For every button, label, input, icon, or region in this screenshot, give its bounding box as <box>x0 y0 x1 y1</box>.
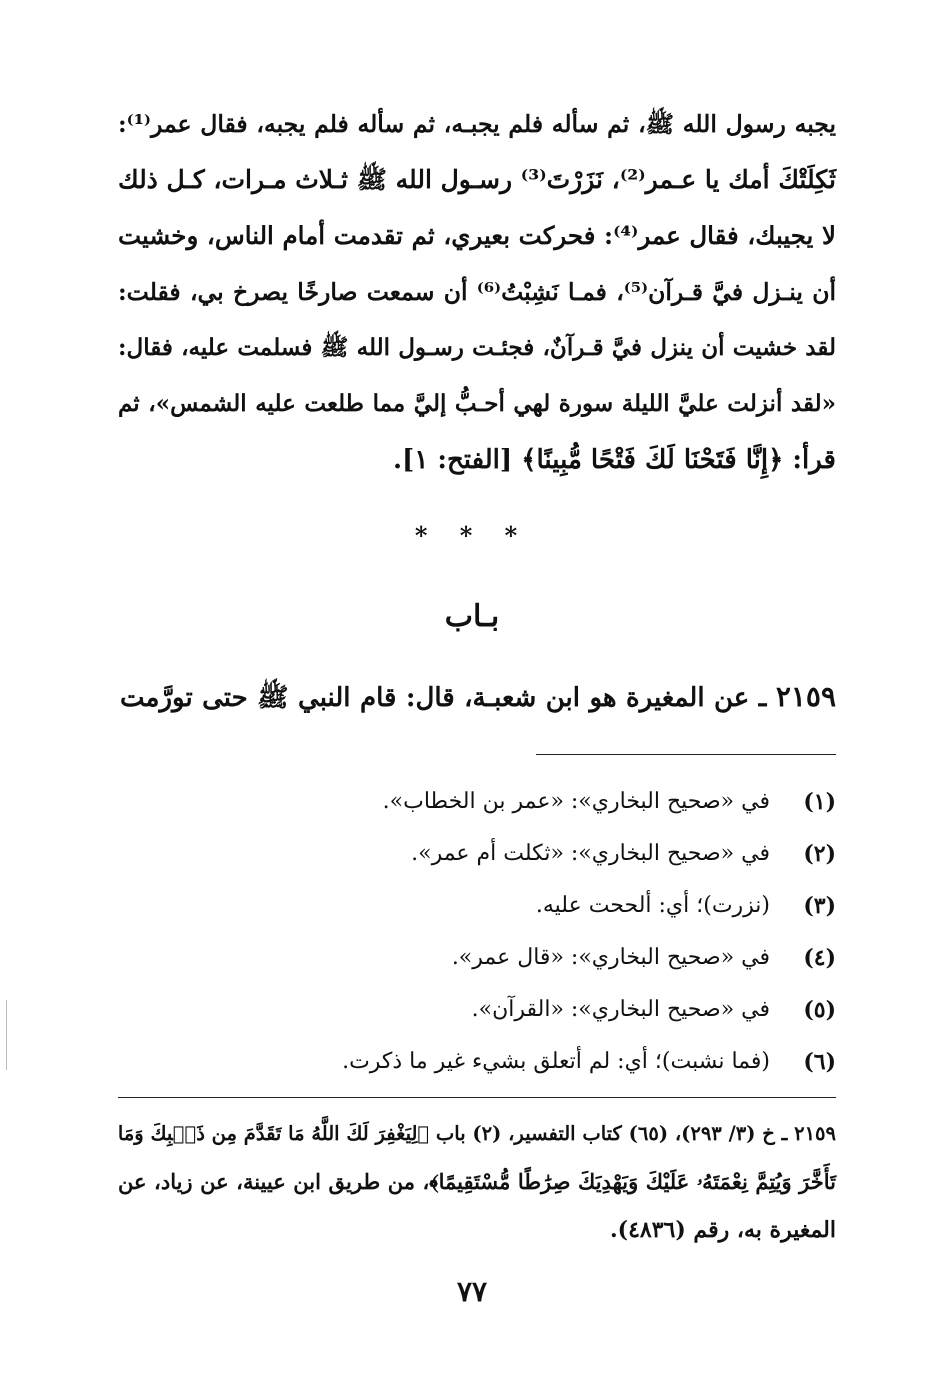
text-line: ثَكِلَتْكَ أمك يا عـمر⁽²⁾، نَزَرْتَ⁽³⁾ رسـول الله ﷺ ثـلاث مـرات، كـل ذلك <box>118 165 836 194</box>
takhrij-divider <box>118 1097 836 1098</box>
footnote-number: (٤) <box>803 945 836 971</box>
footnotes-list <box>118 776 836 1088</box>
footnote-item <box>118 984 836 1036</box>
takhrij-line: ٢١٥٩ ـ خ (٣/ ٢٩٣)، (٦٥) كتاب التفسير، (٢) باب ﴿لِيَغْفِرَ لَكَ اللَّهُ مَا تَقَدَّمَ مِن ذَنۢبِكَ وَمَا <box>117 1122 836 1145</box>
footnote-item <box>118 828 836 880</box>
hadith-number: ٢١٥٩ <box>775 680 836 713</box>
section-separator: * * * <box>414 521 530 550</box>
text-line: قرأ: ﴿إِنَّا فَتَحْنَا لَكَ فَتْحًا مُّبِينًا﴾ [الفتح: ١]. <box>393 445 836 475</box>
footnote-item <box>118 776 836 828</box>
text-line: لقد خشيت أن ينزل فيَّ قـرآنٌ، فجئـت رسـول الله ﷺ فسلمت عليه، فقال: <box>118 334 836 361</box>
footnote-item <box>118 932 836 984</box>
text-line: لا يجيبك، فقال عمر⁽⁴⁾: فحركت بعيري، ثم تقدمت أمام الناس، وخشيت <box>118 221 836 250</box>
hadith-text: ـ عن المغيرة هو ابن شعبـة، قال: قام النبي ﷺ حتى تورَّمت <box>120 683 767 713</box>
footnote-text: (فما نشبت)؛ أي: لم أتعلق بشيء غير ما ذكرت. <box>342 1049 770 1074</box>
footnote-text: في «صحيح البخاري»: «القرآن». <box>471 997 770 1022</box>
footnote-text: في «صحيح البخاري»: «قال عمر». <box>451 945 770 970</box>
takhrij-block <box>118 1110 836 1254</box>
footnote-number: (٥) <box>803 997 836 1023</box>
text-line: أن ينـزل فيَّ قـرآن⁽⁵⁾، فمـا نَشِبْتُ⁽⁶⁾ أن سمعت صارخًا يصرخ بي، فقلت: <box>118 278 836 306</box>
footnote-number: (٣) <box>803 893 836 919</box>
takhrij-line: تَأَخَّرَ وَيُتِمَّ نِعْمَتَهُۥ عَلَيْكَ وَيَهْدِيَكَ صِرَٰطًا مُّسْتَقِيمًا﴾، من طريق ابن عيينة، عن زياد، عن <box>118 1169 836 1194</box>
footnote-item <box>118 1036 836 1088</box>
scan-edge-mark <box>6 1000 7 1070</box>
footnote-text: في «صحيح البخاري»: «عمر بن الخطاب». <box>382 789 770 814</box>
page-number: ٧٧ <box>456 1275 488 1308</box>
footnote-text: في «صحيح البخاري»: «ثكلت أم عمر». <box>411 841 770 866</box>
hadith-opening-line <box>120 672 836 722</box>
chapter-heading: بـاب <box>444 599 500 634</box>
footnote-item <box>118 880 836 932</box>
text-line: «لقد أنزلت عليَّ الليلة سورة لهي أحـبُّ إليَّ مما طلعت عليه الشمس»، ثم <box>118 390 836 417</box>
footnote-number: (١) <box>803 789 836 815</box>
footnote-number: (٢) <box>803 841 836 867</box>
takhrij-line: المغيرة به، رقم (٤٨٣٦). <box>610 1217 836 1243</box>
footnote-divider <box>536 754 836 755</box>
footnote-number: (٦) <box>803 1049 836 1075</box>
text-line: يجبه رسول الله ﷺ، ثم سأله فلم يجبـه، ثم سأله فلم يجبه، فقال عمر⁽¹⁾: <box>118 110 836 138</box>
footnote-text: (نزرت)؛ أي: ألححت عليه. <box>535 893 770 918</box>
main-text-block <box>118 96 836 488</box>
